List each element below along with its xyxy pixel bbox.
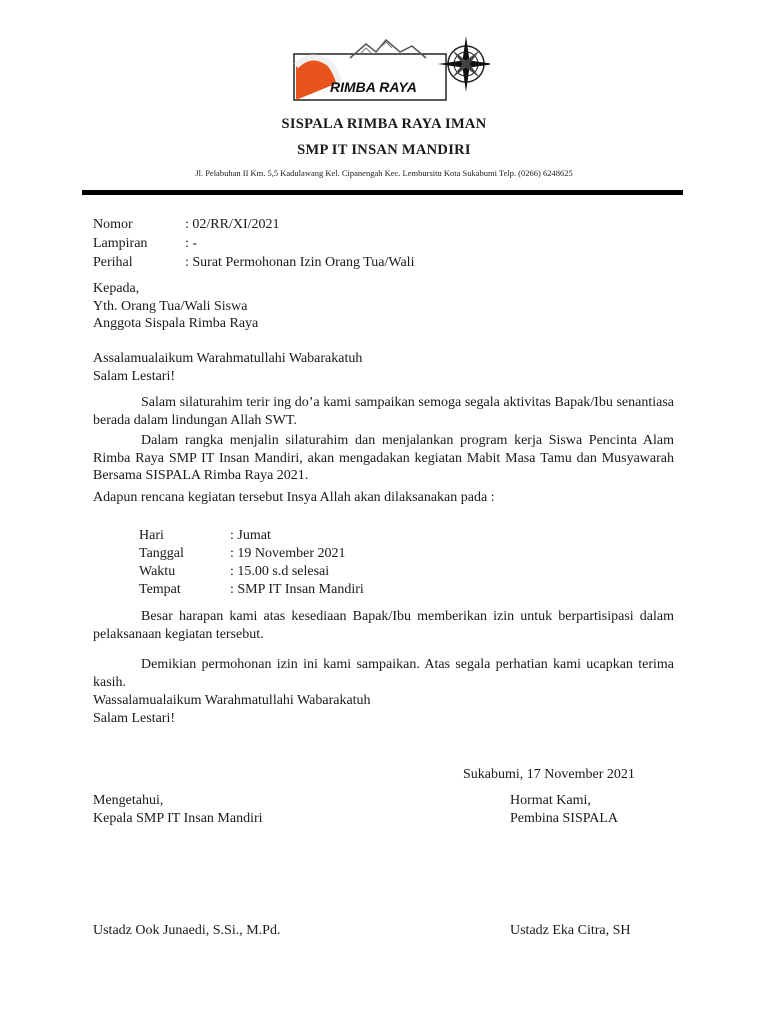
tanggal-label: Tanggal [139, 546, 184, 561]
signature-right-role: Pembina SISPALA [510, 811, 619, 826]
greeting-assalamualaikum: Assalamualaikum Warahmatullahi Wabarakatuh [93, 351, 363, 366]
place-date: Sukabumi, 17 November 2021 [463, 767, 635, 782]
signature-right-title: Hormat Kami, [510, 793, 591, 808]
closing-paragraph-2: Demikian permohonan izin ini kami sampaikan. Atas segala perhatian kami ucapkan terima kasih. [93, 657, 674, 690]
recipient-kepada: Kepada, [93, 281, 140, 296]
tempat-value: : SMP IT Insan Mandiri [230, 582, 364, 597]
nomor-label: Nomor [93, 217, 133, 232]
closing-salam-lestari: Salam Lestari! [93, 711, 176, 726]
school-name: SMP IT INSAN MANDIRI [297, 142, 471, 158]
body-paragraph-3: Adapun rencana kegiatan tersebut Insya Allah akan dilaksanakan pada : [93, 490, 495, 505]
body-paragraph-2: Dalam rangka menjalin silaturahim dan menjalankan program kerja Siswa Pencinta Alam Rimba Raya SMP IT Insan Mandiri, akan mengadakan kegiatan Mabit Masa Tamu dan Musyawarah Bersama SISPALA Rimba Raya 2021. [93, 433, 674, 483]
recipient-anggota: Anggota Sispala Rimba Raya [93, 316, 259, 331]
signature-left-name: Ustadz Ook Junaedi, S.Si., M.Pd. [93, 923, 281, 938]
org-name: SISPALA RIMBA RAYA IMAN [281, 116, 487, 132]
rimba-raya-logo [290, 30, 490, 104]
lampiran-label: Lampiran [93, 236, 148, 251]
perihal-value: : Surat Permohonan Izin Orang Tua/Wali [185, 255, 415, 270]
tanggal-value: : 19 November 2021 [230, 546, 346, 561]
body-paragraph-1: Salam silaturahim terir ing do’a kami sampaikan semoga segala aktivitas Bapak/Ibu senantiasa berada dalam lindungan Allah SWT. [93, 395, 674, 428]
waktu-value: : 15.00 s.d selesai [230, 564, 330, 579]
closing-paragraph-1: Besar harapan kami atas kesediaan Bapak/Ibu memberikan izin untuk berpartisipasi dalam pelaksanaan kegiatan tersebut. [93, 609, 674, 642]
greeting-salam-lestari: Salam Lestari! [93, 369, 176, 384]
nomor-value: : 02/RR/XI/2021 [185, 217, 280, 232]
hari-value: : Jumat [230, 528, 271, 543]
signature-left-title: Mengetahui, [93, 793, 164, 808]
signature-left-role: Kepala SMP IT Insan Mandiri [93, 811, 263, 826]
recipient-yth: Yth. Orang Tua/Wali Siswa [93, 299, 248, 314]
tempat-label: Tempat [139, 582, 181, 597]
perihal-label: Perihal [93, 255, 133, 270]
hari-label: Hari [139, 528, 164, 543]
address-line: Jl. Pelabuhan II Km. 5,5 Kadulawang Kel. Cipanengah Kec. Lembursitu Kota Sukabumi Telp. (0266) 6248625 [195, 168, 573, 178]
signature-right-name: Ustadz Eka Citra, SH [510, 923, 631, 938]
lampiran-value: : - [185, 236, 198, 251]
mountain-compass-logo-icon [290, 30, 490, 104]
closing-wassalamualaikum: Wassalamualaikum Warahmatullahi Wabarakatuh [93, 693, 371, 708]
waktu-label: Waktu [139, 564, 176, 579]
letterhead-divider [82, 190, 683, 195]
svg-text:RIMBA RAYA: RIMBA RAYA [330, 79, 417, 95]
